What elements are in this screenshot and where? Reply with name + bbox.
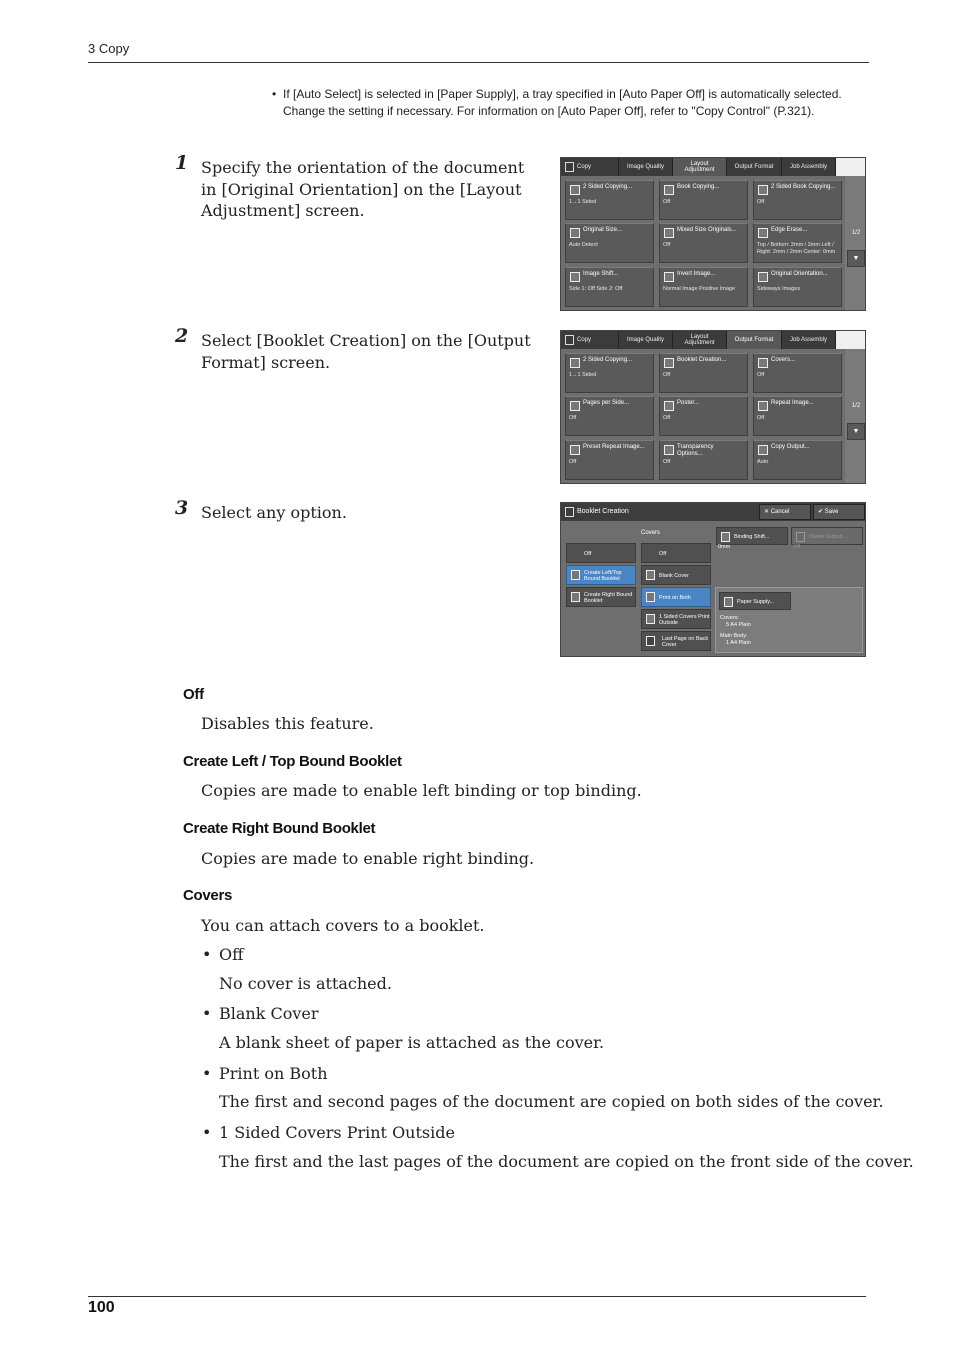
booklet-option-left-top[interactable]: Create Left/Top Bound Booklet	[566, 565, 636, 585]
step-number: 1	[175, 152, 189, 174]
cover-desc-off: No cover is attached.	[219, 974, 392, 993]
term-left-top-bound: Create Left / Top Bound Booklet	[183, 753, 402, 770]
term-covers: Covers	[183, 887, 233, 904]
tab-layout-adjustment[interactable]: Layout Adjustment	[673, 331, 727, 349]
repeat-image-button[interactable]: Repeat Image... Off	[753, 396, 842, 436]
main-body-value: 1 A4 Plain	[726, 640, 751, 646]
divide-output-value: Off	[793, 544, 801, 550]
header-rule	[88, 62, 869, 63]
cover-desc-print-both: The first and second pages of the document are copied on both sides of the cover.	[219, 1092, 884, 1111]
desc-left-top-bound: Copies are made to enable left binding or top binding.	[201, 781, 642, 800]
cover-option-blank[interactable]: Blank Cover	[641, 565, 711, 585]
note-paragraph	[270, 86, 868, 120]
checkmark-icon: ✔	[818, 509, 825, 515]
chevron-down-icon: ▼	[852, 428, 860, 435]
divide-output-button: Divide Output...	[791, 527, 863, 545]
poster-icon	[664, 401, 674, 411]
divide-output-icon	[796, 532, 805, 542]
repeat-image-icon	[758, 401, 768, 411]
cancel-button[interactable]: ✕ Cancel	[759, 504, 811, 520]
note-text: If [Auto Select] is selected in [Paper Supply], a tray specified in [Auto Paper Off] is automatically selected. Change the setting if necessary. For information on [Auto Paper Off], refer to "Copy Control" (P.321).	[283, 87, 842, 118]
transparency-icon	[664, 445, 674, 455]
step-text: Select [Booklet Creation] on the [Output Format] screen.	[201, 331, 531, 372]
bullet-icon: •	[272, 87, 277, 101]
tab-output-format[interactable]: Output Format	[727, 331, 782, 349]
covers-info-value: 5 A4 Plain	[726, 622, 751, 628]
page-down-button[interactable]	[847, 250, 865, 267]
running-header: 3 Copy	[88, 41, 130, 56]
step-text: Select any option.	[201, 503, 347, 522]
pages-per-side-button[interactable]: Pages per Side... Off	[565, 396, 654, 436]
image-shift-button[interactable]: Image Shift... Side 1: Off Side 2: Off	[565, 267, 654, 307]
dialog-title-bar	[561, 503, 866, 521]
tab-job-assembly[interactable]: Job Assembly	[782, 331, 836, 349]
original-orientation-button[interactable]: Original Orientation... Sideways Images	[753, 267, 842, 307]
booklet-option-off[interactable]: Off	[566, 543, 636, 563]
cover-option-one-sided-outside[interactable]: 1 Sided Covers Print Outside	[641, 609, 711, 629]
two-sided-copying-button[interactable]: 2 Sided Copying... 1→1 Sided	[565, 353, 654, 393]
tab-layout-adjustment[interactable]: Layout Adjustment	[673, 158, 727, 176]
page-number: 100	[88, 1299, 115, 1316]
tab-filler	[836, 158, 866, 176]
mixed-size-icon	[664, 228, 674, 238]
checkbox-icon	[646, 636, 655, 646]
preset-repeat-icon	[570, 445, 580, 455]
book-icon	[664, 185, 674, 195]
two-sided-icon	[570, 358, 580, 368]
tab-copy[interactable]: Copy	[561, 158, 619, 176]
booklet-icon	[565, 507, 574, 517]
booklet-option-right[interactable]: Create Right Bound Booklet	[566, 587, 636, 607]
one-sided-cover-icon	[646, 614, 655, 624]
output-format-screenshot	[560, 330, 866, 484]
term-off: Off	[183, 686, 204, 703]
dialog-title: Booklet Creation	[577, 508, 629, 515]
size-icon	[570, 228, 580, 238]
booklet-icon	[664, 358, 674, 368]
footer-rule	[88, 1296, 866, 1297]
bullet-icon: •	[202, 1064, 212, 1083]
book-copying-button[interactable]: Book Copying... Off	[659, 180, 748, 220]
edge-erase-button[interactable]: Edge Erase... Top / Bottom: 2mm / 2mm Left / Right: 2mm / 2mm Center: 0mm	[753, 223, 842, 263]
blank-cover-icon	[646, 570, 655, 580]
booklet-icon	[571, 570, 580, 580]
cover-option-off[interactable]: Off	[641, 543, 711, 563]
tab-copy[interactable]: Copy	[561, 331, 619, 349]
desc-covers: You can attach covers to a booklet.	[201, 916, 485, 935]
edge-erase-icon	[758, 228, 768, 238]
cover-item-off: • Off	[202, 945, 244, 964]
two-sided-copying-button[interactable]: 2 Sided Copying... 1→1 Sided	[565, 180, 654, 220]
cover-desc-one-sided: The first and the last pages of the document are copied on the front side of the cover.	[219, 1152, 914, 1171]
step-number: 2	[175, 325, 189, 347]
booklet-creation-screenshot	[560, 502, 866, 657]
orientation-icon	[758, 272, 768, 282]
bullet-icon: •	[202, 1004, 212, 1023]
cover-item-print-both: • Print on Both	[202, 1064, 328, 1083]
tab-filler	[836, 331, 866, 349]
last-page-back-cover-checkbox[interactable]: Last Page on Back Cover	[641, 631, 711, 651]
cover-option-print-both[interactable]: Print on Both	[641, 587, 711, 607]
mixed-size-originals-button[interactable]: Mixed Size Originals... Off	[659, 223, 748, 263]
bullet-icon: •	[202, 1123, 212, 1142]
two-sided-icon	[570, 185, 580, 195]
paper-supply-button[interactable]: Paper Supply...	[719, 592, 791, 610]
poster-button[interactable]: Poster... Off	[659, 396, 748, 436]
two-sided-book-copying-button[interactable]: 2 Sided Book Copying... Off	[753, 180, 842, 220]
paper-supply-panel	[715, 587, 863, 653]
paper-supply-icon	[724, 597, 733, 607]
booklet-icon	[571, 592, 580, 602]
covers-label: Covers	[641, 530, 661, 536]
close-icon: ✕	[764, 509, 771, 515]
page-down-button[interactable]	[847, 423, 865, 440]
step-text: Specify the orientation of the document in [Original Orientation] on the [Layout Adjustment] screen.	[201, 158, 525, 220]
covers-info-label: Covers:	[720, 615, 739, 621]
copy-icon	[565, 162, 574, 172]
term-right-bound: Create Right Bound Booklet	[183, 820, 376, 837]
print-both-icon	[646, 592, 655, 602]
copy-icon	[565, 335, 574, 345]
copy-output-icon	[758, 445, 768, 455]
preset-repeat-image-button[interactable]: Preset Repeat Image... Off	[565, 440, 654, 480]
page-indicator: 1/2	[851, 230, 861, 236]
desc-right-bound: Copies are made to enable right binding.	[201, 849, 535, 868]
tab-bar	[561, 158, 866, 176]
cover-desc-blank: A blank sheet of paper is attached as the cover.	[219, 1033, 605, 1052]
binding-shift-value: 0mm	[718, 544, 731, 550]
original-size-button[interactable]: Original Size... Auto Detect	[565, 223, 654, 263]
invert-image-button[interactable]: Invert Image... Normal Image Positive Image	[659, 267, 748, 307]
save-button[interactable]: ✔ Save	[813, 504, 865, 520]
tab-image-quality[interactable]: Image Quality	[619, 331, 673, 349]
booklet-creation-button[interactable]: Booklet Creation... Off	[659, 353, 748, 393]
cover-item-blank: • Blank Cover	[202, 1004, 319, 1023]
invert-icon	[664, 272, 674, 282]
step-number: 3	[175, 497, 189, 519]
tab-job-assembly[interactable]: Job Assembly	[782, 158, 836, 176]
tab-output-format[interactable]: Output Format	[727, 158, 782, 176]
binding-shift-button[interactable]: Binding Shift...	[716, 527, 788, 545]
image-shift-icon	[570, 272, 580, 282]
tab-image-quality[interactable]: Image Quality	[619, 158, 673, 176]
book-icon	[758, 185, 768, 195]
tab-bar	[561, 331, 866, 349]
chevron-down-icon: ▼	[852, 255, 860, 262]
cover-item-one-sided: • 1 Sided Covers Print Outside	[202, 1123, 455, 1142]
layout-adjustment-screenshot	[560, 157, 866, 311]
bullet-icon: •	[202, 945, 212, 964]
binding-shift-icon	[721, 532, 730, 542]
covers-button[interactable]: Covers... Off	[753, 353, 842, 393]
main-body-label: Main Body:	[720, 633, 748, 639]
copy-output-button[interactable]: Copy Output... Auto	[753, 440, 842, 480]
page-indicator: 1/2	[851, 403, 861, 409]
desc-off: Disables this feature.	[201, 714, 374, 733]
covers-icon	[758, 358, 768, 368]
transparency-options-button[interactable]: Transparency Options... Off	[659, 440, 748, 480]
pages-per-side-icon	[570, 401, 580, 411]
